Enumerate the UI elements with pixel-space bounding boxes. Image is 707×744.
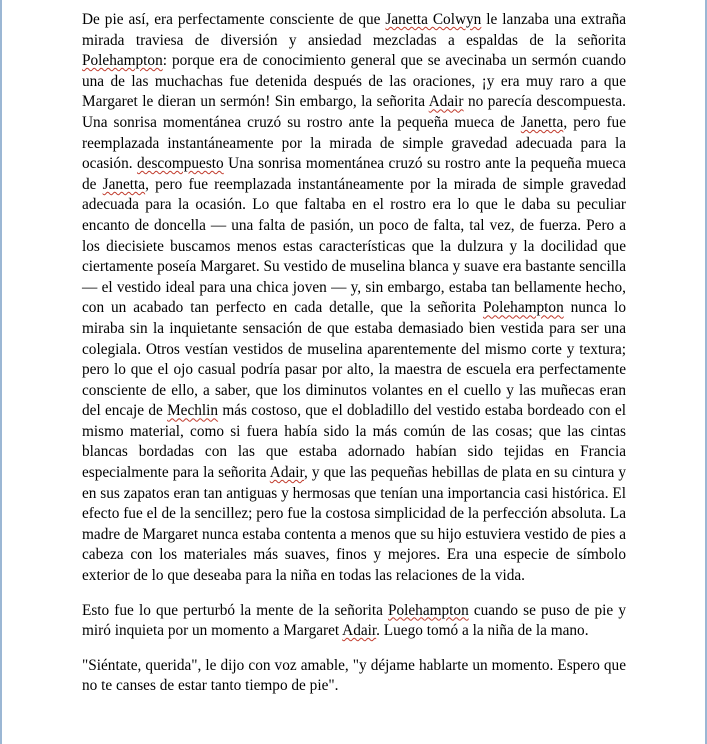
text-run: "Siéntate, querida", le dijo con voz amable, "y déjame hablarte un momento. Espero que no te canses de estar tanto tiempo de pie". [82,656,626,695]
text-run: le lanzaba una extraña mirada traviesa de diversión y ansiedad mezcladas a espaldas de la señorita [82,11,627,49]
spellcheck-word[interactable]: Janetta [520,113,564,131]
spellcheck-word[interactable]: Polehampton [482,299,564,317]
text-run: nunca lo miraba sin la inquietante sensación de que estaba demasiado bien vestida para ser una colegiala. Otros vestían vestidos de muselina aparentemente del mismo corte y textura; pero lo que el ojo casual podría pasar por alto, la maestra de escuela era perfectamente consciente de ello, a saber, que los diminutos volantes en el cuello y las muñecas eran del encaje de [82,299,626,420]
text-run: De pie así, era perfectamente consciente de que [82,11,386,28]
text-run: más costoso, que el dobladillo del vestido estaba bordeado con el mismo material, como si fuera había sido la más común de las cosas; que las cintas blancas bordadas con las que estaba adornado habían sido tejidas en Francia especialmente para la señorita [82,402,626,482]
text-run: , pero fue reemplazada instantáneamente por la mirada de simple gravedad adecuada para la ocasión. Lo que faltaba en el rostro era lo que le daba su peculiar encanto de doncella — una falta de pasión, un poco de falta, tal vez, de fuerza. Pero a los diecisiete buscamos menos estas características que la dulzura y la docilidad que ciertamente poseía Margaret. Su vestido de muselina blanca y suave era bastante sencilla — el vestido ideal para una chica joven — y, sin embargo, estaba tan bellamente hecho, con un acabado tan perfecto en cada detalle, que la señorita [82,175,627,317]
text-run: Una sonrisa momentánea cruzó su rostro ante la pequeña mueca de [82,155,626,193]
text-run: . Luego tomó a la niña de la mano. [376,622,589,640]
text-run: , pero fue reemplazada instantáneamente por la mirada de simple gravedad adecuada para la ocasión. [82,113,626,173]
paragraph [82,656,626,697]
spellcheck-word[interactable]: Adair [428,93,464,111]
spellcheck-word[interactable]: Polehampton [82,52,163,70]
text-run: : porque era de conocimiento general que se avecinaba un sermón cuando una de las muchachas fue detenida después de las oraciones, ¡y era muy raro a que Margaret le dieran un sermón! Sin embargo, la señorita [82,52,626,111]
paragraph [82,10,626,587]
spellcheck-word[interactable]: Adair [342,622,377,640]
spellcheck-word[interactable]: Adair [269,464,305,482]
spellcheck-word[interactable]: Janetta [102,175,146,193]
text-run: Esto fue lo que perturbó la mente de la señorita [82,601,388,619]
left-margin-rule [0,0,2,744]
text-run: no parecía descompuesta. Una sonrisa momentánea cruzó su rostro ante la pequeña mueca de [82,93,626,131]
paragraph [82,601,626,642]
spellcheck-word[interactable]: Janetta Colwyn [385,11,482,28]
spellcheck-word[interactable]: Polehampton [387,601,469,619]
document-body[interactable] [82,10,626,697]
text-run: cuando se puso de pie y miró inquieta por un momento a Margaret [82,601,626,640]
spellcheck-word[interactable]: Mechlin [167,402,219,420]
spellcheck-word[interactable]: descompuesto [137,155,224,173]
text-run: , y que las pequeñas hebillas de plata en su cintura y en sus zapatos eran tan antiguas y hermosas que tenían una importancia casi histórica. El efecto fue el de la sencillez; pero fue la costosa simplicidad de la perfección absoluta. La madre de Margaret nunca estaba contenta a menos que su hijo estuviera vestido de pies a cabeza con los materiales más suaves, finos y mejores. Era una especie de símbolo exterior de lo que deseaba para la niña en todas las relaciones de la vida. [82,464,626,585]
